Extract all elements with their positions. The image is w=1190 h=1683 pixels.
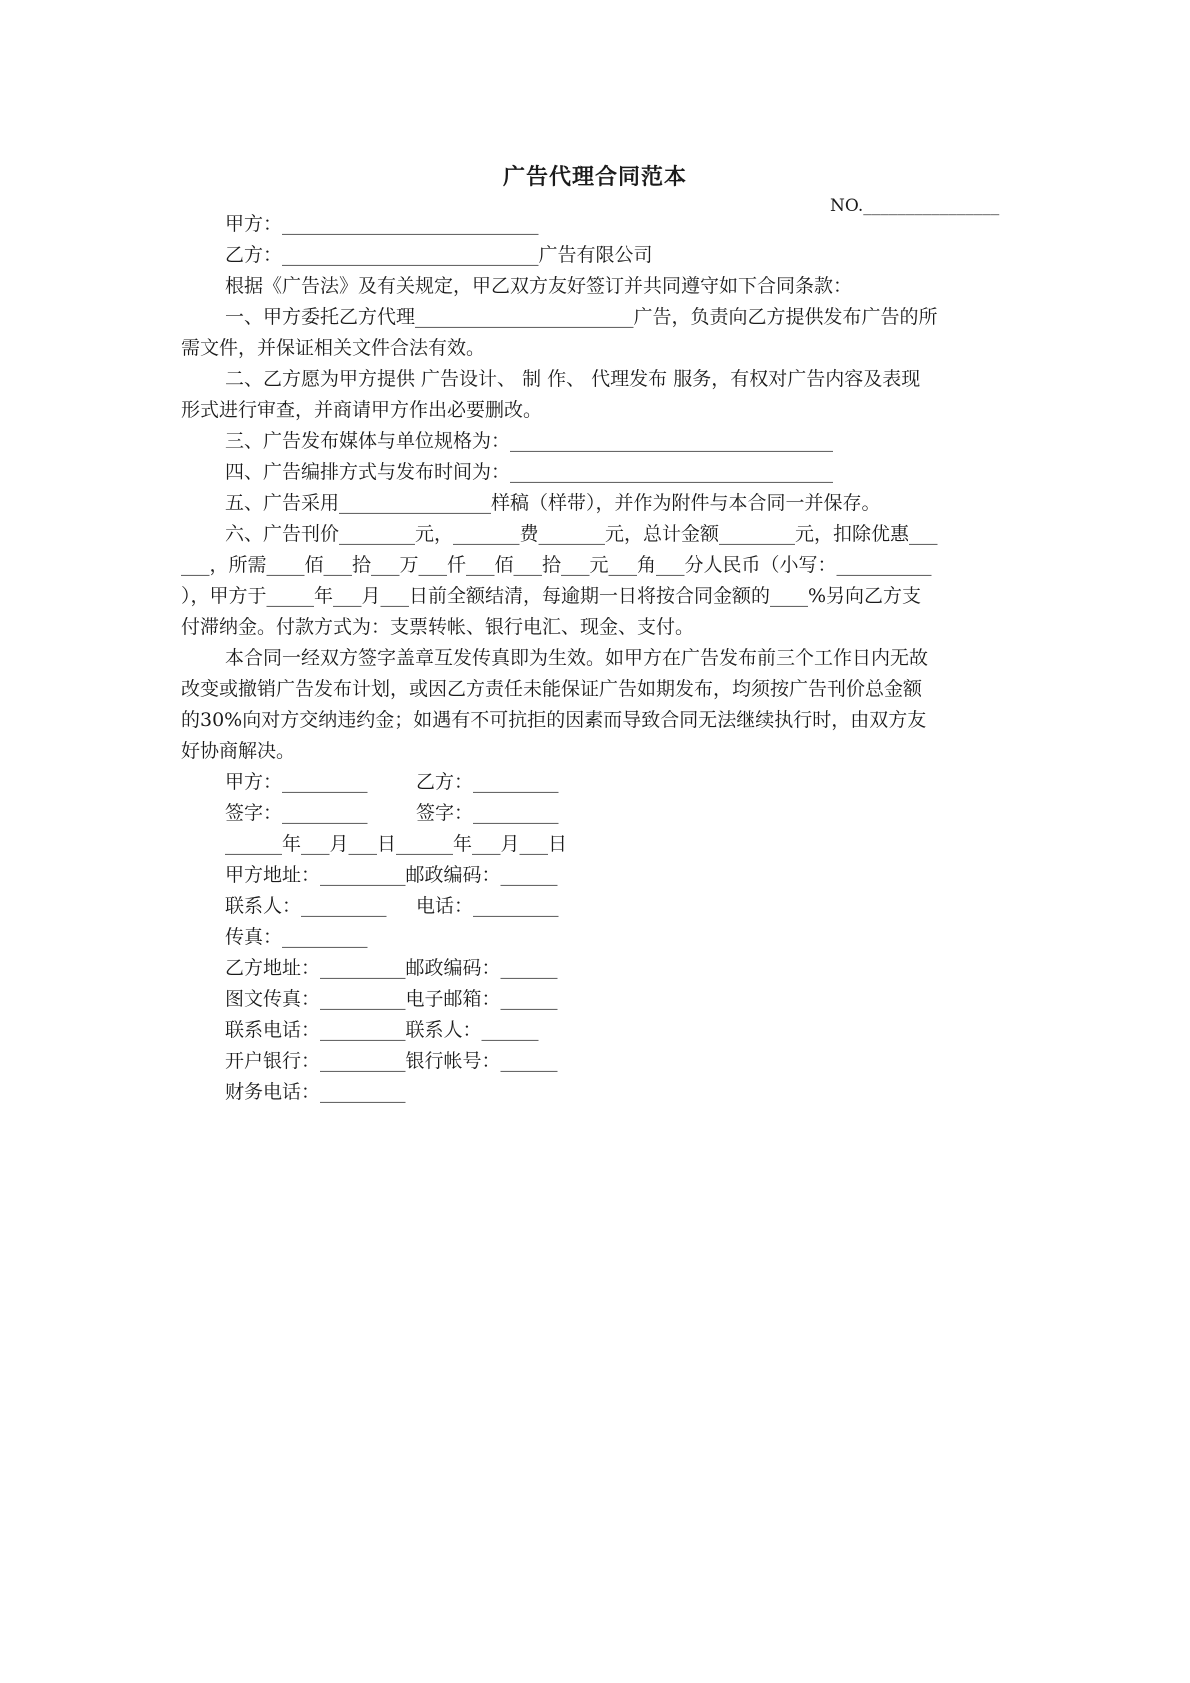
clause-5: 五、广告采用________________样稿（样带），并作为附件与本合同一并保存。 [225,492,881,514]
party-b-fax-email: 图文传真：_________电子邮箱：______ [225,988,558,1010]
party-b-finance-phone: 财务电话：_________ [225,1081,406,1103]
contract-title: 广告代理合同范本 [502,164,687,190]
party-b-phone-contact: 联系电话：_________联系人：______ [225,1019,539,1041]
clause-4: 四、广告编排方式与发布时间为：__________________________________ [225,461,834,483]
clause-6-line-4: 付滞纳金。付款方式为：支票转帐、银行电汇、现金、支付。 [181,616,695,638]
effect-line-4: 好协商解决。 [181,740,296,762]
clause-2-line-1: 二、乙方愿为甲方提供 广告设计、 制 作、 代理发布 服务，有权对广告内容及表现 [225,368,921,390]
party-a-fax: 传真：_________ [225,926,368,948]
effect-line-2: 改变或撤销广告发布计划，或因乙方责任未能保证广告如期发布，均须按广告刊价总金额 [181,678,923,700]
party-a-line: 甲方：___________________________ [225,213,539,235]
clause-1-line-2: 需文件，并保证相关文件合法有效。 [181,337,486,359]
party-a-signature: 甲方：_________ [225,771,368,793]
clause-2-line-2: 形式进行审查，并商请甲方作出必要删改。 [181,399,543,421]
clause-6-line-3: ），甲方于_____年___月___日前全额结清，每逾期一日将按合同金额的____%另向乙方支 [181,585,922,607]
party-b-bank: 开户银行：_________银行帐号：______ [225,1050,558,1072]
party-a-phone: 电话：_________ [416,895,559,917]
clause-6-line-2: ___，所需____佰___拾___万___仟___佰___拾___元___角___分人民币（小写：__________ [181,554,932,576]
preamble: 根据《广告法》及有关规定，甲乙双方友好签订并共同遵守如下合同条款： [225,275,853,297]
party-b-line: 乙方：___________________________广告有限公司 [225,244,653,266]
effect-line-1: 本合同一经双方签字盖章互发传真即为生效。如甲方在广告发布前三个工作日内无故 [225,647,929,669]
clause-6-line-1: 六、广告刊价________元，_______费_______元，总计金额________元，扣除优惠___ [225,523,938,545]
party-a-address: 甲方地址：_________邮政编码：______ [225,864,558,886]
sign-a: 签字：_________ [225,802,368,824]
party-b-signature: 乙方：_________ [416,771,559,793]
contract-number: NO.________________ [830,196,1000,216]
clause-1-line-1: 一、甲方委托乙方代理_______________________广告，负责向乙方提供发布广告的所 [225,306,938,328]
effect-line-3: 的30%向对方交纳违约金；如遇有不可抗拒的因素而导致合同无法继续执行时，由双方友 [181,709,927,731]
signature-dates: ______年___月___日______年___月___日 [225,833,568,855]
party-b-address: 乙方地址：_________邮政编码：______ [225,957,558,979]
clause-3: 三、广告发布媒体与单位规格为：__________________________________ [225,430,834,452]
party-a-contact: 联系人：_________ [225,895,387,917]
sign-b: 签字：_________ [416,802,559,824]
